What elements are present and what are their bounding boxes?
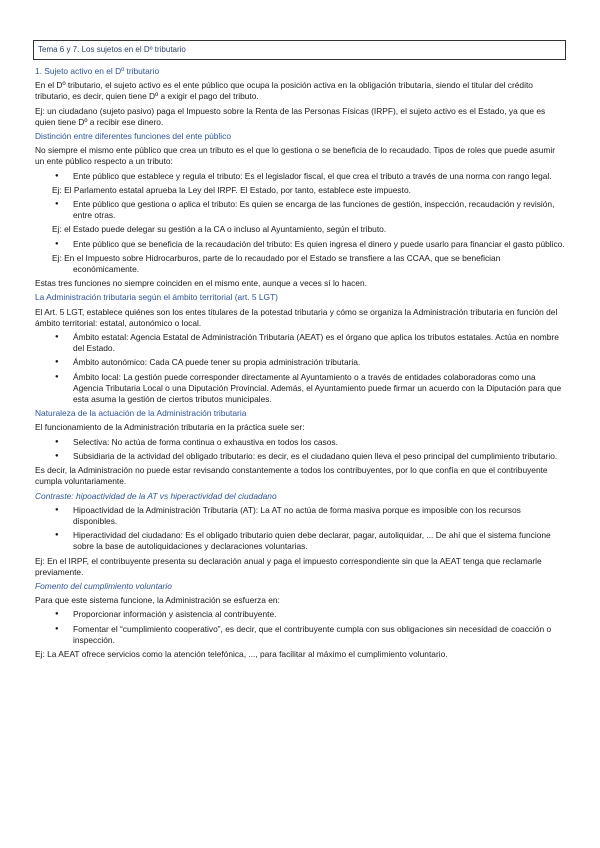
- list-item: ● Ámbito local: La gestión puede corresponder directamente al Ayuntamiento o a través de entidades colaboradoras como una Agencia Tributaria Local o una Diputación Provincial. Además, el Ayuntamiento puede firmar un acuerdo con la Diputación para que esta asuma la gestión de ciertos tributos municipales.: [35, 372, 565, 406]
- paragraph: El Art. 5 LGT, establece quiénes son los entes titulares de la potestad tributaria y cómo se organiza la Administración tributaria en función del ámbito territorial: estatal, autonómico o local.: [35, 306, 558, 328]
- section-heading-contraste: Contraste: hipoactividad de la AT vs hiperactividad del ciudadano: [35, 490, 277, 501]
- list-item: ● Ente público que se beneficia de la recaudación del tributo: Es quien ingresa el dinero y puede usarlo para financiar el gasto público.: [35, 239, 565, 250]
- paragraph: No siempre el mismo ente público que crea un tributo es el que lo gestiona o se beneficia de lo recaudado. Tipos de roles que puede asumir un ente público respecto a un tributo:: [35, 145, 556, 167]
- list-item: ● Hiperactividad del ciudadano: Es el obligado tributario quien debe declarar, pagar, autoliquidar, ... De ahí que el sistema funcione sobre la base de autoliquidaciones y declaraciones voluntarias.: [35, 530, 565, 552]
- bullet-list: [35, 332, 565, 405]
- paragraph: El funcionamiento de la Administración tributaria en la práctica suele ser:: [35, 422, 305, 433]
- bullet-list: [35, 609, 565, 646]
- example-paragraph: Ej: En el Impuesto sobre Hidrocarburos, parte de lo recaudado por el Estado se transfiere a las CCAA, que se benefician económicamente.: [52, 252, 501, 275]
- list-item: ● Selectiva: No actúa de forma continua o exhaustiva en todos los casos.: [35, 437, 565, 448]
- example-paragraph: Ej: La AEAT ofrece servicios como la atención telefónica, ..., para facilitar al máximo el cumplimiento voluntario.: [35, 648, 448, 659]
- list-item: ● Fomentar el “cumplimiento cooperativo”, es decir, que el contribuyente cumpla con sus obligaciones sin necesidad de coacción o inspección.: [35, 624, 565, 646]
- list-item: ● Subsidiaria de la actividad del obligado tributario: es decir, es el ciudadano quien lleva el peso principal del cumplimiento tributario.: [35, 451, 565, 462]
- list-item: ● Hipoactividad de la Administración Tributaria (AT): La AT no actúa de forma masiva porque es imposible con los recursos disponibles.: [35, 505, 565, 527]
- bullet-list: [35, 239, 565, 250]
- bullet-list: [35, 437, 565, 462]
- paragraph: Estas tres funciones no siempre coinciden en el mismo ente, aunque a veces sí lo hacen.: [35, 278, 367, 289]
- paragraph: Para que este sistema funcione, la Administración se esfuerza en:: [35, 595, 280, 606]
- bullet-list: [35, 199, 565, 221]
- paragraph: En el Dº tributario, el sujeto activo es el ente público que ocupa la posición activa en la obligación tributaria, siendo el titular del crédito tributario, es decir, quien tiene Dº a exigir el pago del tributo.: [35, 80, 533, 102]
- example-paragraph: Ej: En el IRPF, el contribuyente presenta su declaración anual y paga el impuesto correspondiente sin que la AEAT tenga que reclamarle previamente.: [35, 555, 542, 577]
- list-item: ● Ente público que establece y regula el tributo: Es el legislador fiscal, el que crea el tributo a través de una norma con rango legal.: [35, 171, 565, 182]
- list-item: ● Ámbito estatal: Agencia Estatal de Administración Tributaria (AEAT) es el órgano que aplica los tributos estatales. Actúa en nombre del Estado.: [35, 332, 565, 354]
- list-item: ● Ámbito autonómico: Cada CA puede tener su propia administración tributaria.: [35, 357, 565, 368]
- bullet-list: [35, 505, 565, 553]
- section-heading-funciones: Distinción entre diferentes funciones del ente público: [35, 131, 232, 142]
- example-paragraph: Ej: el Estado puede delegar su gestión a la CA o incluso al Ayuntamiento, según el tributo.: [52, 224, 387, 235]
- list-item: ● Proporcionar información y asistencia al contribuyente.: [35, 609, 565, 620]
- example-paragraph: Ej: El Parlamento estatal aprueba la Ley del IRPF. El Estado, por tanto, establece este impuesto.: [52, 184, 411, 195]
- section-heading-naturaleza: Naturaleza de la actuación de la Administración tributaria: [35, 408, 247, 419]
- section-heading-sujeto-activo: 1. Sujeto activo en el Dº tributario: [35, 66, 160, 76]
- section-heading-fomento: Fomento del cumplimiento voluntario: [35, 580, 172, 591]
- example-paragraph: Ej: un ciudadano (sujeto pasivo) paga el Impuesto sobre la Renta de las Personas Físicas (IRPF), el sujeto activo es el Estado, ya que es quien tiene Dº a recibir ese dinero.: [35, 105, 546, 127]
- bullet-list: [35, 171, 565, 182]
- paragraph: Es decir, la Administración no puede estar revisando constantemente a todos los contribuyentes, por lo que confía en que el contribuyente cumpla voluntariamente.: [35, 465, 548, 487]
- document-title: Tema 6 y 7. Los sujetos en el Dº tributario: [33, 40, 566, 60]
- list-item: ● Ente público que gestiona o aplica el tributo: Es quien se encarga de las funciones de gestión, inspección, recaudación y revisión, entre otras.: [35, 199, 565, 221]
- section-heading-ambito-territorial: La Administración tributaria según el ámbito territorial (art. 5 LGT): [35, 292, 278, 303]
- document-body: [35, 66, 565, 663]
